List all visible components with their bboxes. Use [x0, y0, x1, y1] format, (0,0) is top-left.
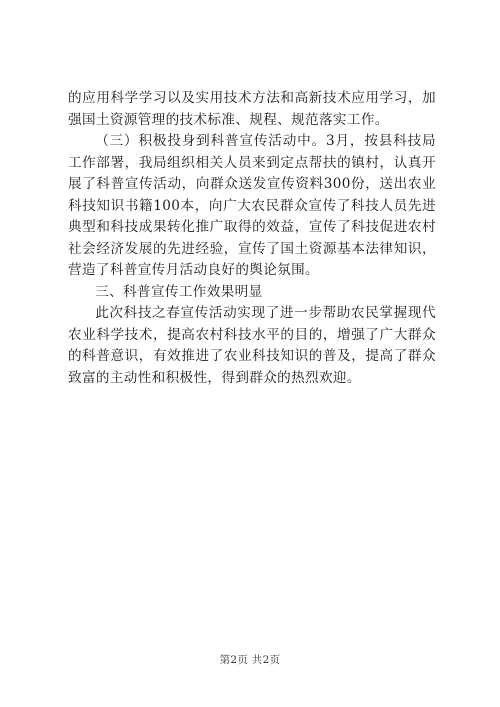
section-heading-effect: 三、科普宣传工作效果明显 [95, 283, 263, 300]
paragraph-science-publicity: （三）积极投身到科普宣传活动中。3月，按县科技局工作部署，我局组织相关人员来到定点帮扶的镇村，认真开展了科普宣传活动，向群众送发宣传资料300份，送出农业科技知识书籍100本，向广大农民群众宣传了科技人员先进典型和科技成果转化推广取得的效益，宣传了科技促进农村社会经济发展的先进经验，宣传了国土资源基本法律知识，营造了科普宣传月活动良好的舆论氛围。 [68, 133, 436, 278]
page-footer: 第2页 共2页 [219, 654, 281, 666]
document-body [68, 88, 436, 389]
paragraph-continuation: 的应用科学学习以及实用技术方法和高新技术应用学习，加强国土资源管理的技术标准、规程、规范落实工作。 [68, 90, 436, 128]
paragraph-effect: 此次科技之春宣传活动实现了进一步帮助农民掌握现代农业科学技术，提高农村科技水平的目的，增强了广大群众的科普意识，有效推进了农业科技知识的普及，提高了群众致富的主动性和积极性，得到群众的热烈欢迎。 [68, 305, 436, 386]
